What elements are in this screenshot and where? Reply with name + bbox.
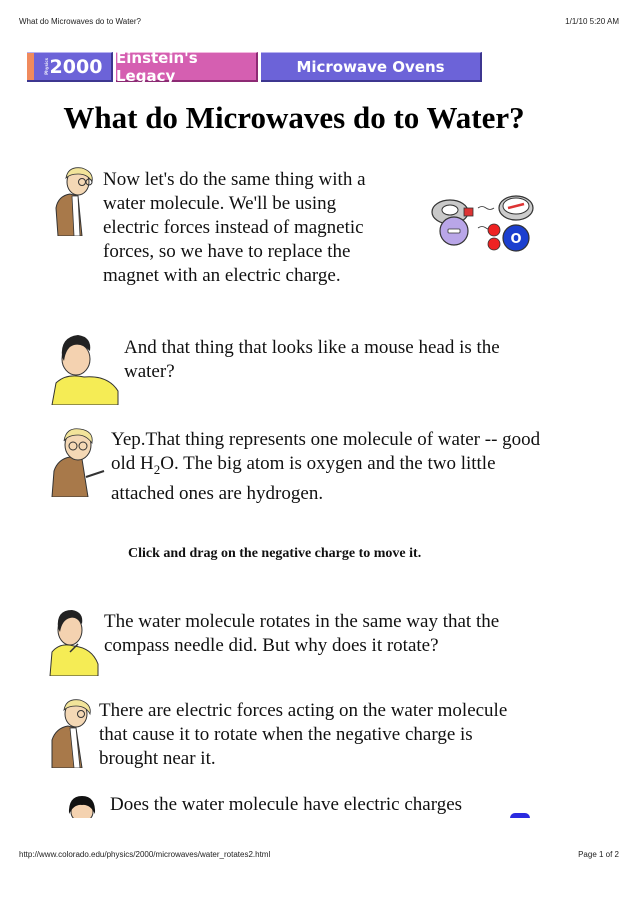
print-header-datetime: 1/1/10 5:20 AM [565,17,619,26]
nav-microwave-ovens-button[interactable]: Microwave Ovens [261,52,482,82]
einstein-character-icon [50,698,94,768]
print-footer-page: Page 1 of 2 [578,850,619,859]
dialogue-text: Now let's do the same thing with a water molecule. We'll be using electric forces instead of magnetic forces, so we have to replace the magnet with an electric charge. [103,169,366,286]
einstein-character-icon [50,427,108,497]
dialogue-text: And that thing that looks like a mouse head is the water? [124,337,500,382]
molecule-partial-icon [510,813,530,818]
nav-2000-label: 2000 [49,55,103,78]
magnet-water-illustration[interactable] [428,188,538,264]
dialogue-text: Does the water molecule have electric charges [110,794,463,815]
nav-physics-sublabel: Physics [43,58,49,75]
page-title: What do Microwaves do to Water? [63,100,525,135]
svg-text:O: O [510,232,522,247]
dialogue-text: Yep.That thing represents one molecule of water -- good old $H_2O$. The big atom is oxygen and the two little attached ones are hydrogen. [111,429,541,504]
nav-physics-2000-button[interactable] [27,52,113,82]
nav-einsteins-legacy-button[interactable]: Einstein's Legacy [116,52,258,82]
student-character-icon [48,333,120,405]
dialogue-text: There are electric forces acting on the water molecule that cause it to rotate when the negative charge is brought near it. [99,700,508,769]
dialogue-text: The water molecule rotates in the same way that the compass needle did. But why does it rotate? [104,611,500,656]
student-character-icon [66,796,98,818]
nav-bar [27,48,482,85]
student-thinking-icon [48,608,100,676]
nav-accent-stripe [27,53,34,80]
einstein-character-icon [52,166,96,236]
instruction-text: Click and drag on the negative charge to move it. [128,546,422,561]
print-footer-url: http://www.colorado.edu/physics/2000/microwaves/water_rotates2.html [19,850,271,859]
print-header-title: What do Microwaves do to Water? [19,17,141,26]
